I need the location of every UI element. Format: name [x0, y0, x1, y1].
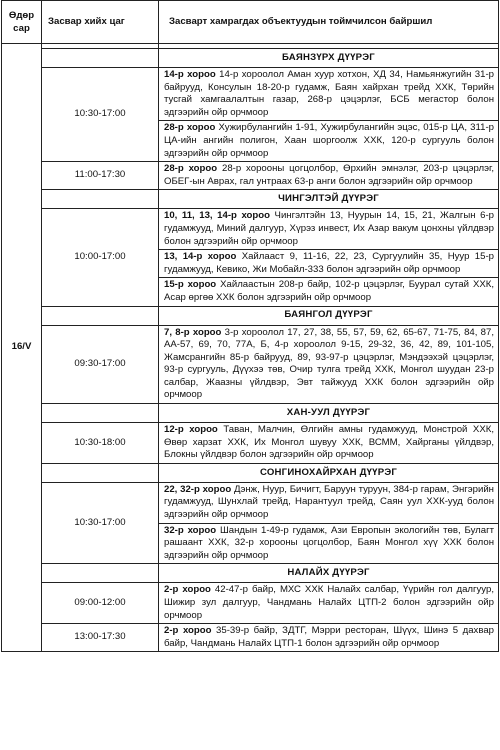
khoroo-label: 12-р хороо: [164, 424, 218, 436]
location-text: Хужирбулангийн 1-91, Хужирбулангийн эцэс, 015-р ЦА, 311-р ЦА-ийн ангийн полигон, Хаан шоргоолж ХХК, 120-р сургууль болон эдгээрийн ойр орчмоор: [164, 122, 494, 159]
time-cell: 09:00-12:00: [42, 583, 159, 624]
header-time: Засвар хийх цаг: [42, 1, 159, 44]
district-name: НАЛАЙХ ДҮҮРЭГ: [159, 564, 499, 583]
time-cell: 11:00-17:30: [42, 162, 159, 190]
location-text: 42-47-р байр, МХС ХХК Налайх салбар, Үүрийн гол далгуур, Шижир зул далгуур, Чандмань Налайх ЦТП-2 болон эдгээрийн ойр орчмоор: [164, 584, 494, 621]
location-cell: [159, 121, 499, 162]
location-cell: [159, 209, 499, 250]
khoroo-label: 13, 14-р хороо: [164, 251, 237, 263]
district-name: БАЯНГОЛ ДҮҮРЭГ: [159, 306, 499, 325]
location-text: 28-р хорооны цогцолбор, Өрхийн эмнэлэг, 203-р цэцэрлэг, ОБЕГ-ын Аврах, гал унтраах 63-р анги болон эдгээрийн ойр орчмоор: [164, 163, 494, 187]
location-cell: [159, 68, 499, 121]
location-cell: [159, 423, 499, 464]
location-row: [2, 209, 499, 250]
location-row: [2, 482, 499, 523]
location-text: 35-39-р байр, ЗДТГ, Мэрри ресторан, Шүүх, Шинэ 5 дахвар байр, Чандмань Налайх ЦТП-1 болон эдгээрийн ойр орчмоор: [164, 625, 495, 649]
outage-schedule-table: [1, 0, 499, 652]
header-location: Засварт хамрагдах объектуудын тоймчилсон байршил: [159, 1, 499, 44]
time-cell: 10:30-17:00: [42, 482, 159, 564]
khoroo-label: 2-р хороо: [164, 625, 212, 637]
location-text: 14-р хороолол Аман хуур хотхон, ХД 34, Намьянжугийн 31-р байрууд, Консулын 18-20-р гудамж, Баян хайрхан трейд ХХК, Төрийн тусгай хамгаалалтын газар, 268-р цэцэрлэг, БСБ мегастор болон эдгээрийн ойр орчмоор: [164, 69, 494, 118]
location-text: Чингэлтэйн 13, Нуурын 14, 15, 21, Жалгын 6-р гудамжууд, Миний далгуур, Хүрэз инвест, Их Азар вакум цонхны үйлдвэр болон эдгээрийн ойр орчмоор: [164, 210, 494, 247]
location-row: [2, 583, 499, 624]
khoroo-label: 22, 32-р хороо: [164, 483, 232, 495]
time-cell: 10:30-17:00: [42, 68, 159, 162]
location-row: [2, 325, 499, 404]
location-cell: [159, 250, 499, 278]
location-text: Хайлааст 9, 11-16, 22, 23, Сургуулийн 35, Нуур 15-р гудамжууд, Кевико, Жи Мобайл-333 болон эдгээрийн ойр орчмоор: [164, 251, 495, 275]
district-row: [2, 463, 499, 482]
district-row: [2, 306, 499, 325]
location-text: Шандын 1-49-р гудамж, Ази Европын экологийн төв, Булагт рашаант ХХК, 32-р хорооны цогцолбор, Баян Монгол хүү ХХК болон эдгээрийн ойр орчмоор: [164, 524, 495, 561]
location-cell: [159, 583, 499, 624]
district-time-cell: [42, 306, 159, 325]
location-cell: [159, 162, 499, 190]
district-name: ЧИНГЭЛТЭЙ ДҮҮРЭГ: [159, 190, 499, 209]
time-cell: 10:00-17:00: [42, 209, 159, 306]
time-cell: 10:30-18:00: [42, 423, 159, 464]
district-time-cell: [42, 564, 159, 583]
location-row: [2, 423, 499, 464]
district-name: СОНГИНОХАЙРХАН ДҮҮРЭГ: [159, 463, 499, 482]
location-cell: [159, 624, 499, 652]
khoroo-label: 2-р хороо: [164, 584, 211, 596]
time-cell: 13:00-17:30: [42, 624, 159, 652]
location-cell: [159, 482, 499, 523]
location-row: [2, 68, 499, 121]
location-row: [2, 162, 499, 190]
district-row: [2, 564, 499, 583]
district-time-cell: [42, 190, 159, 209]
header-row: [2, 1, 499, 44]
location-text: Хайлаастын 208-р байр, 102-р цэцэрлэг, Буурал сутай ХХК, Асар өргөө ХХК болон эдгээрийн ойр орчмоор: [164, 279, 495, 303]
location-cell: [159, 278, 499, 306]
district-row: [2, 404, 499, 423]
khoroo-label: 7, 8-р хороо: [164, 326, 222, 338]
district-name: БАЯНЗҮРХ ДҮҮРЭГ: [159, 49, 499, 68]
khoroo-label: 28-р хороо: [164, 163, 218, 175]
header-day: Өдөр сар: [2, 1, 42, 44]
district-time-cell: [42, 463, 159, 482]
day-cell: 16/V: [2, 44, 42, 652]
schedule-body: [2, 44, 499, 652]
district-time-cell: [42, 49, 159, 68]
khoroo-label: 10, 11, 13, 14-р хороо: [164, 210, 270, 222]
location-text: Таван, Малчин, Өлгийн амны гудамжууд, Монстрой ХХК, Өвөр харзат ХХК, Их Монгол шувуу ХХК, ВСММ, Хайрганы үйлдвэр, Блокны үйлдвэр болон эдгээрийн ойр орчмоор: [164, 424, 494, 461]
khoroo-label: 32-р хороо: [164, 524, 217, 536]
district-row: [2, 49, 499, 68]
location-text: Дэнж, Нуур, Бичигт, Баруун туруун, 384-р гарам, Энгэрийн гудамжууд, Шунхлай трейд, Нарантуул трейд, Саян уул ХХК-ууд болон эдгээрийн ойр орчмоор: [164, 483, 494, 521]
location-text: 3-р хороолол 17, 27, 38, 55, 57, 59, 62, 65-67, 71-75, 84, 87, АА-57, 69, 70, 77А, Б, 4-р хороолол 9-15, 29-32, 36, 42, 89, 101-105, Жамсрангийн 85-р байрууд, 89, 93-97-р цэцэрлэг, Мэндээхэй цэцэрлэг, 93-р сургууль, Дүүхээ төв, Очир тулга трейд ХХК, Монгол шуудан 23-р салбар, Жаазны үйлдвэр, Эвт тайжууд ХХК болон эдгээрийн ойр орчмоор: [164, 326, 494, 401]
khoroo-label: 15-р хороо: [164, 279, 217, 291]
district-time-cell: [42, 404, 159, 423]
khoroo-label: 28-р хороо: [164, 122, 216, 134]
location-row: [2, 624, 499, 652]
district-row: [2, 190, 499, 209]
location-cell: [159, 523, 499, 564]
location-cell: [159, 325, 499, 404]
district-name: ХАН-УУЛ ДҮҮРЭГ: [159, 404, 499, 423]
khoroo-label: 14-р хороо: [164, 69, 216, 80]
time-cell: 09:30-17:00: [42, 325, 159, 404]
